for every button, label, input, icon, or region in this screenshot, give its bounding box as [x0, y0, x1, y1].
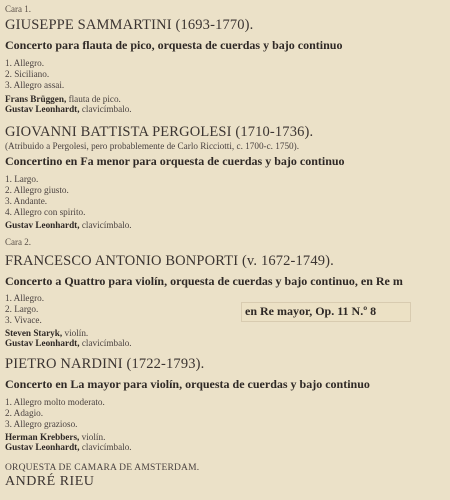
movement: 4. Allegro con spirito. [5, 207, 86, 217]
performer-instrument: flauta de pico. [68, 94, 121, 104]
performer-instrument: clavicímbalo. [81, 220, 132, 230]
movement: 2. Adagio. [5, 408, 44, 418]
movement: 1. Allegro. [5, 58, 45, 68]
attribution-note: (Atribuido a Pergolesi, pero probablemente de Carlo Ricciotti, c. 1700-c. 1750). [5, 141, 300, 151]
movement: 3. Allegro grazioso. [5, 419, 78, 429]
movement: 2. Allegro giusto. [5, 185, 69, 195]
work-title: Concertino en Fa menor para orquesta de cuerdas y bajo continuo [5, 154, 345, 168]
movement: 1. Allegro. [5, 293, 45, 303]
performer-name: Gustav Leonhardt, [5, 104, 80, 114]
movement: 2. Largo. [5, 304, 39, 314]
movement: 3. Vivace. [5, 315, 42, 325]
movement: 1. Largo. [5, 174, 39, 184]
composer-heading: GIUSEPPE SAMMARTINI (1693-1770). [5, 17, 254, 33]
performer-line [5, 338, 132, 348]
performer-line [5, 432, 105, 442]
performer-line [5, 442, 132, 452]
performer-line [5, 94, 121, 104]
performer-name: Steven Staryk, [5, 328, 63, 338]
performer-instrument: clavicímbalo. [81, 104, 132, 114]
performer-line [5, 328, 88, 338]
performer-instrument: violín. [81, 432, 106, 442]
side-label: Cara 1. [5, 4, 31, 14]
work-title: Concerto para flauta de pico, orquesta de cuerdas y bajo continuo [5, 38, 343, 52]
performer-line [5, 220, 132, 230]
performer-name: Gustav Leonhardt, [5, 442, 80, 452]
performer-instrument: clavicímbalo. [81, 442, 132, 452]
performer-instrument: clavicímbalo. [81, 338, 132, 348]
title-correction-label: en Re mayor, Op. 11 N.º 8 [241, 302, 411, 322]
composer-heading: GIOVANNI BATTISTA PERGOLESI (1710-1736). [5, 124, 314, 140]
performer-name: Frans Brüggen, [5, 94, 67, 104]
performer-name: Herman Krebbers, [5, 432, 80, 442]
performer-name: Gustav Leonhardt, [5, 338, 80, 348]
performer-line [5, 104, 132, 114]
movement: 2. Siciliano. [5, 69, 50, 79]
movement: 1. Allegro molto moderato. [5, 397, 105, 407]
composer-heading: PIETRO NARDINI (1722-1793). [5, 356, 205, 372]
movement: 3. Allegro assai. [5, 80, 65, 90]
movement: 3. Andante. [5, 196, 48, 206]
conductor-credit: ANDRÉ RIEU [5, 474, 95, 489]
work-title: Concerto a Quattro para violín, orquesta de cuerdas y bajo continuo, en Re m [5, 274, 403, 288]
work-title: Concerto en La mayor para violín, orquesta de cuerdas y bajo continuo [5, 377, 370, 391]
performer-instrument: violín. [64, 328, 89, 338]
side-label: Cara 2. [5, 237, 31, 247]
composer-heading: FRANCESCO ANTONIO BONPORTI (v. 1672-1749). [5, 253, 334, 269]
performer-name: Gustav Leonhardt, [5, 220, 80, 230]
orchestra-credit: ORQUESTA DE CAMARA DE AMSTERDAM. [5, 463, 200, 473]
